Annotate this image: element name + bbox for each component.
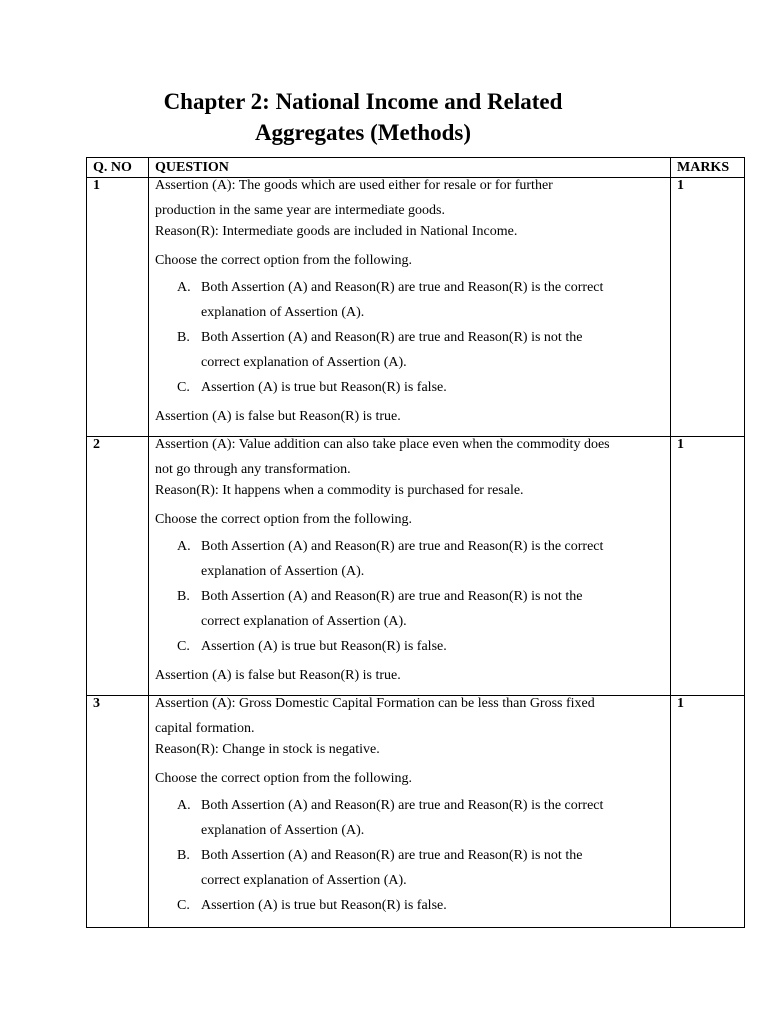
option-text-line-1: Assertion (A) is true but Reason(R) is false. [201, 380, 447, 395]
option-text-line-1: Both Assertion (A) and Reason(R) are true and Reason(R) is the correct [201, 539, 604, 554]
option-b [155, 584, 664, 634]
assertion-line-2: production in the same year are intermediate goods. [155, 203, 446, 218]
table-header-row [87, 158, 745, 178]
option-a [155, 534, 664, 584]
option-b [155, 843, 664, 893]
assertion-line-2: capital formation. [155, 721, 255, 736]
assertion-line-1: Assertion (A): The goods which are used either for resale or for further [155, 178, 553, 193]
option-text-line-2: explanation of Assertion (A). [201, 823, 365, 838]
header-qno: Q. NO [87, 158, 149, 178]
option-letter: A. [177, 280, 191, 295]
option-c [155, 375, 664, 400]
option-letter: B. [177, 589, 190, 604]
question-marks: 1 [671, 437, 745, 696]
options-list [155, 793, 664, 918]
option-text-line-1: Both Assertion (A) and Reason(R) are true and Reason(R) is not the [201, 848, 583, 863]
page-title [90, 86, 636, 148]
option-text-line-2: explanation of Assertion (A). [201, 564, 365, 579]
assertion-line-2: not go through any transformation. [155, 462, 351, 477]
option-letter: C. [177, 898, 190, 913]
table-row [87, 696, 745, 928]
option-b [155, 325, 664, 375]
option-letter: B. [177, 330, 190, 345]
option-d-text: Assertion (A) is false but Reason(R) is true. [155, 409, 401, 424]
option-c [155, 893, 664, 918]
option-text-line-1: Both Assertion (A) and Reason(R) are true and Reason(R) is not the [201, 589, 583, 604]
option-letter: A. [177, 798, 191, 813]
option-letter: C. [177, 639, 190, 654]
option-a [155, 275, 664, 325]
option-text-line-1: Both Assertion (A) and Reason(R) are true and Reason(R) is not the [201, 330, 583, 345]
option-text-line-1: Both Assertion (A) and Reason(R) are true and Reason(R) is the correct [201, 280, 604, 295]
title-line-1: Chapter 2: National Income and Related [163, 89, 563, 114]
question-number: 2 [87, 437, 149, 696]
option-text-line-2: correct explanation of Assertion (A). [201, 614, 407, 629]
reason-text: Reason(R): Change in stock is negative. [155, 742, 380, 757]
choose-prompt: Choose the correct option from the following. [155, 771, 412, 786]
question-marks: 1 [671, 696, 745, 928]
questions-table [86, 157, 745, 928]
table-row [87, 178, 745, 437]
option-text-line-1: Assertion (A) is true but Reason(R) is false. [201, 639, 447, 654]
option-a [155, 793, 664, 843]
options-list [155, 275, 664, 400]
reason-text: Reason(R): Intermediate goods are included in National Income. [155, 224, 518, 239]
option-text-line-2: correct explanation of Assertion (A). [201, 873, 407, 888]
title-line-2: Aggregates (Methods) [254, 120, 472, 145]
option-c [155, 634, 664, 659]
question-number: 3 [87, 696, 149, 928]
option-text-line-2: correct explanation of Assertion (A). [201, 355, 407, 370]
option-text-line-2: explanation of Assertion (A). [201, 305, 365, 320]
assertion-line-1: Assertion (A): Gross Domestic Capital Formation can be less than Gross fixed [155, 696, 595, 711]
question-marks: 1 [671, 178, 745, 437]
header-question: QUESTION [149, 158, 671, 178]
question-text [149, 178, 671, 437]
assertion-line-1: Assertion (A): Value addition can also take place even when the commodity does [155, 437, 610, 452]
choose-prompt: Choose the correct option from the following. [155, 512, 412, 527]
table-row [87, 437, 745, 696]
option-letter: B. [177, 848, 190, 863]
assertion-text [155, 178, 664, 219]
option-letter: A. [177, 539, 191, 554]
question-number: 1 [87, 178, 149, 437]
option-text-line-1: Assertion (A) is true but Reason(R) is false. [201, 898, 447, 913]
assertion-text [155, 437, 664, 478]
assertion-text [155, 696, 664, 737]
question-text [149, 437, 671, 696]
option-d-text: Assertion (A) is false but Reason(R) is true. [155, 668, 401, 683]
options-list [155, 534, 664, 659]
choose-prompt: Choose the correct option from the following. [155, 253, 412, 268]
reason-text: Reason(R): It happens when a commodity is purchased for resale. [155, 483, 524, 498]
option-letter: C. [177, 380, 190, 395]
option-text-line-1: Both Assertion (A) and Reason(R) are true and Reason(R) is the correct [201, 798, 604, 813]
question-text [149, 696, 671, 928]
header-marks: MARKS [671, 158, 745, 178]
